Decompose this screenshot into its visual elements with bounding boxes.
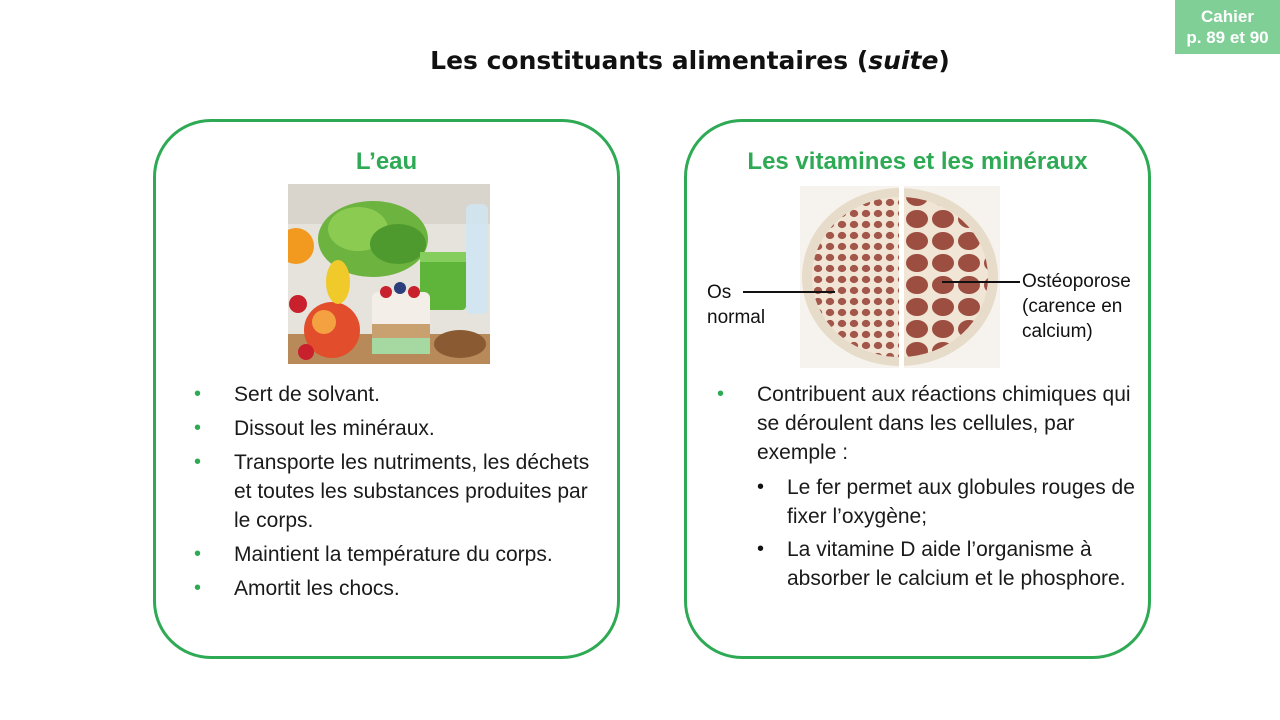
water-card-title: L’eau	[355, 148, 418, 175]
list-item: • Dissout les minéraux.	[194, 414, 604, 443]
list-item: • Maintient la température du corps.	[194, 540, 604, 569]
normal-bone-label: Os normal	[707, 282, 766, 328]
workbook-reference-badge	[1175, 0, 1280, 54]
list-item: • Amortit les chocs.	[194, 574, 604, 603]
badge-line-1: Cahier	[1201, 7, 1254, 26]
examples-sub-list	[757, 473, 1137, 593]
list-item: • Transporte les nutriments, les déchets et toutes les substances produites par le corps.	[194, 448, 604, 535]
fruits-vegetables-water-photo	[288, 184, 490, 364]
sub-list-item: • Le fer permet aux globules rouges de fixer l’oxygène;	[757, 473, 1137, 531]
osteoporosis-label: Ostéoporose (carence en calcium)	[1022, 271, 1131, 342]
water-properties-list	[194, 380, 604, 608]
osteoporosis-pointer-line	[942, 270, 1022, 290]
list-item: • Sert de solvant.	[194, 380, 604, 409]
water-card	[153, 119, 620, 659]
sub-list-item: • La vitamine D aide l’organisme à absorber le calcium et le phosphore.	[757, 535, 1137, 593]
vitamins-minerals-card	[684, 119, 1151, 659]
page-title: Les constituants alimentaires (suite)	[430, 46, 950, 75]
vitamins-properties-list	[717, 380, 1137, 598]
vitamins-card-title: Les vitamines et les minéraux	[747, 148, 1088, 175]
list-item: • Contribuent aux réactions chimiques qui se déroulent dans les cellules, par exemple : • Le fer permet aux globules rouges de fixer l’oxygène; • La vitamine D aide l’organisme à absorber le calcium et le phosphore.	[717, 380, 1137, 593]
badge-line-2: p. 89 et 90	[1186, 28, 1269, 47]
